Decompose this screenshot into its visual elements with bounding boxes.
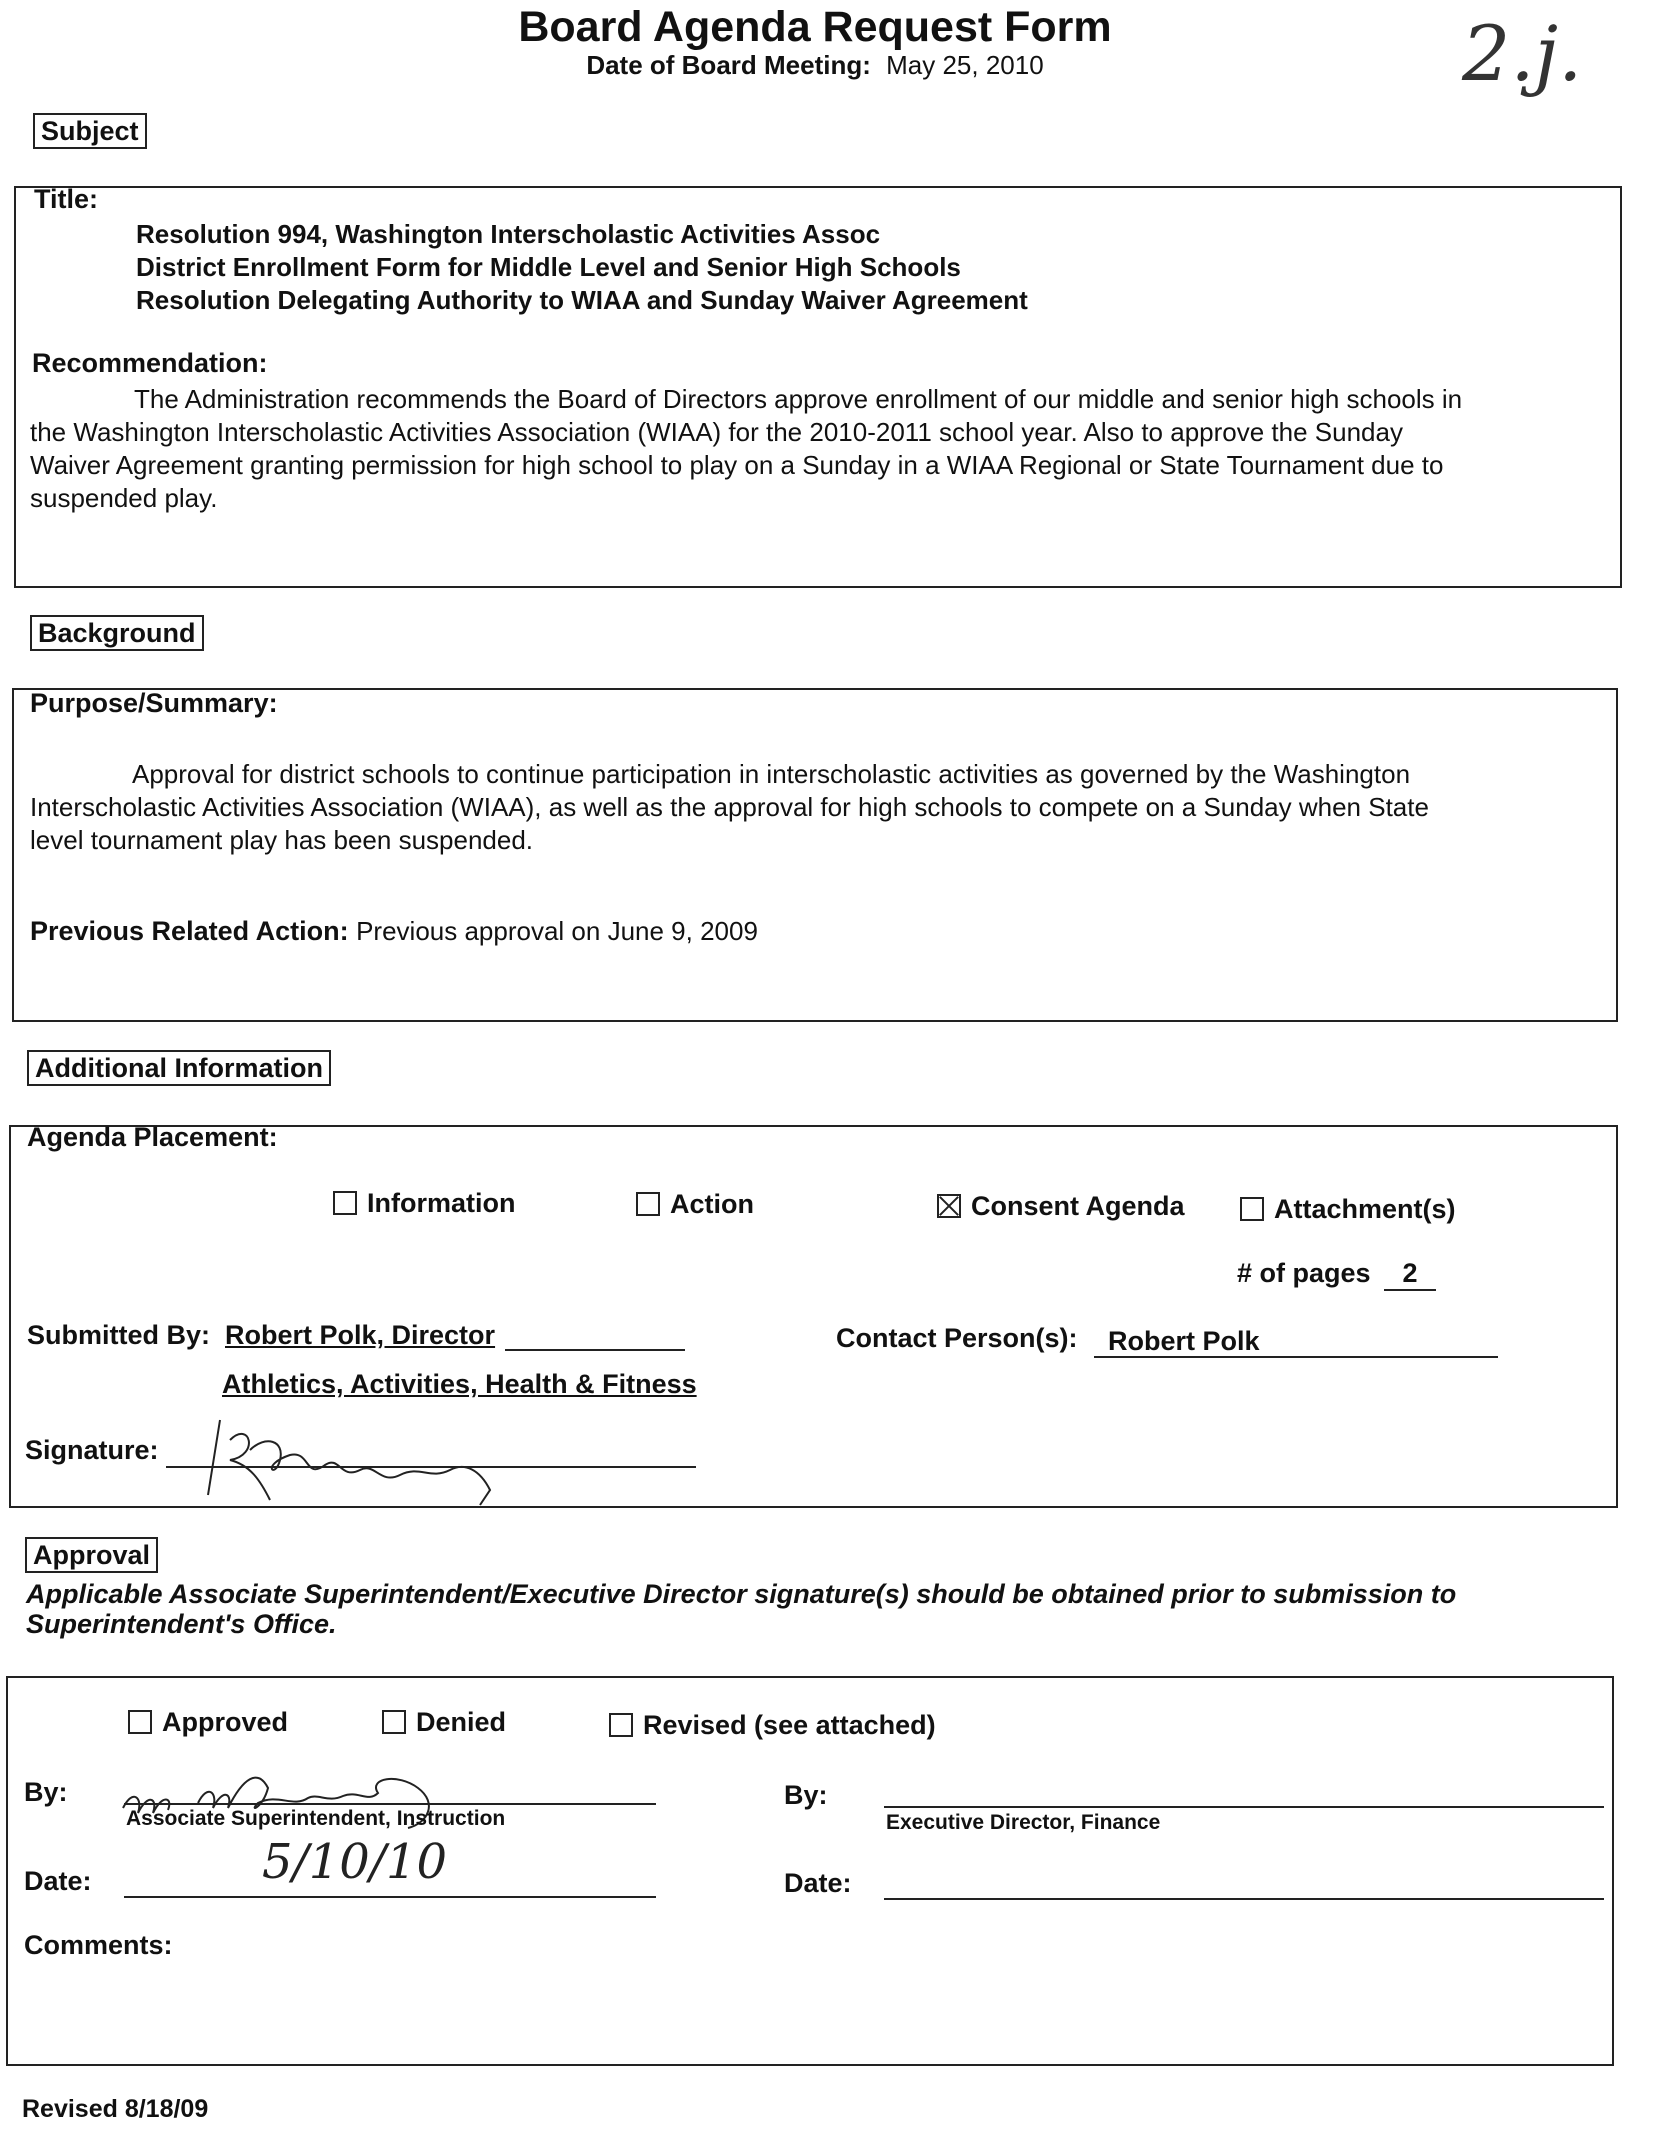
by-line-right — [884, 1806, 1604, 1808]
checkbox-revised[interactable] — [609, 1713, 633, 1737]
purpose-label: Purpose/Summary: — [30, 688, 278, 718]
instructions-line: Applicable Associate Superintendent/Executive Director signature(s) should be obtained prior to submission to — [26, 1579, 1457, 1609]
previous-action-label: Previous Related Action: — [30, 916, 349, 946]
contact-person-label: Contact Person(s): — [836, 1323, 1078, 1353]
submitted-by-name[interactable]: Robert Polk, Director — [225, 1320, 496, 1350]
submitted-by-department: Athletics, Activities, Health & Fitness — [222, 1369, 697, 1399]
section-tag-background: Background — [30, 615, 204, 651]
purpose-line: Interscholastic Activities Association (WIAA), as well as the approval for high schools to compete on a Sunday when State — [30, 792, 1429, 822]
option-information[interactable] — [333, 1188, 516, 1219]
recommendation-label: Recommendation: — [32, 348, 268, 378]
pages-label: # of pages — [1237, 1258, 1371, 1288]
left-approver-role: Associate Superintendent, Instruction — [126, 1807, 506, 1830]
option-consent-agenda-label: Consent Agenda — [971, 1191, 1185, 1221]
title-lines — [136, 218, 1028, 317]
pages-count — [1237, 1258, 1436, 1291]
checkbox-action[interactable] — [636, 1192, 660, 1216]
revision-note: Revised 8/18/09 — [22, 2095, 209, 2123]
comments-label: Comments: — [24, 1930, 173, 1960]
meeting-date-line — [0, 50, 1630, 81]
recommendation-line: Waiver Agreement granting permission for high school to play on a Sunday in a WIAA Regional or State Tournament due to — [30, 450, 1444, 480]
title-line: Resolution 994, Washington Interscholastic Activities Assoc — [136, 219, 881, 249]
option-attachments[interactable] — [1240, 1194, 1456, 1225]
option-information-label: Information — [367, 1188, 516, 1218]
checkbox-approved[interactable] — [128, 1710, 152, 1734]
purpose-line: level tournament play has been suspended. — [30, 825, 534, 855]
recommendation-text — [30, 383, 1620, 515]
right-approver-role: Executive Director, Finance — [886, 1811, 1161, 1834]
approval-instructions — [26, 1579, 1456, 1639]
checkbox-attachments[interactable] — [1240, 1197, 1264, 1221]
date-label-right: Date: — [784, 1868, 852, 1898]
recommendation-line: The Administration recommends the Board of Directors approve enrollment of our middle and senior high schools in — [134, 384, 1463, 414]
by-label-left: By: — [24, 1777, 68, 1807]
option-approved-label: Approved — [162, 1707, 289, 1737]
purpose-line: Approval for district schools to continue participation in interscholastic activities as governed by the Washington — [132, 759, 1411, 789]
option-action-label: Action — [670, 1189, 754, 1219]
instructions-line: Superintendent's Office. — [26, 1609, 337, 1639]
signature-scribble — [190, 1400, 520, 1510]
checkbox-consent-agenda[interactable] — [937, 1194, 961, 1218]
checkbox-information[interactable] — [333, 1191, 357, 1215]
signature-label: Signature: — [25, 1435, 159, 1465]
option-denied-label: Denied — [416, 1707, 507, 1737]
title-label: Title: — [34, 184, 99, 214]
checkbox-denied[interactable] — [382, 1710, 406, 1734]
by-line-left — [124, 1803, 656, 1805]
corner-note: 2.j. — [1462, 9, 1583, 98]
title-line: Resolution Delegating Authority to WIAA and Sunday Waiver Agreement — [136, 285, 1028, 315]
option-action[interactable] — [636, 1189, 754, 1220]
by-label-right: By: — [784, 1780, 828, 1810]
section-tag-additional-information: Additional Information — [27, 1050, 331, 1086]
form-title: Board Agenda Request Form — [518, 3, 1112, 51]
agenda-placement-label: Agenda Placement: — [27, 1122, 278, 1152]
option-denied[interactable] — [382, 1707, 506, 1738]
date-line-left — [124, 1896, 656, 1898]
date-label-left: Date: — [24, 1866, 92, 1896]
submitted-by-line — [505, 1349, 685, 1351]
option-consent-agenda[interactable] — [937, 1191, 1185, 1222]
option-attachments-label: Attachment(s) — [1274, 1194, 1456, 1224]
purpose-text — [30, 758, 1615, 857]
option-revised[interactable] — [609, 1710, 936, 1741]
date-line-right — [884, 1898, 1604, 1900]
recommendation-line: the Washington Interscholastic Activities Association (WIAA) for the 2010-2011 school year. Also to approve the Sunday — [30, 417, 1403, 447]
left-date-value[interactable]: 5/10/10 — [262, 1834, 448, 1890]
section-tag-subject: Subject — [33, 113, 147, 149]
contact-person-value[interactable]: Robert Polk — [1094, 1326, 1498, 1358]
option-approved[interactable] — [128, 1707, 288, 1738]
recommendation-line: suspended play. — [30, 483, 218, 513]
submitter-signature — [190, 1400, 520, 1514]
previous-action — [30, 916, 758, 947]
section-tag-approval: Approval — [25, 1537, 158, 1573]
meeting-date-value: May 25, 2010 — [886, 50, 1044, 80]
meeting-date-label: Date of Board Meeting: — [586, 50, 871, 80]
submitted-by-label: Submitted By: — [27, 1320, 211, 1350]
title-line: District Enrollment Form for Middle Level and Senior High Schools — [136, 252, 961, 282]
option-revised-label: Revised (see attached) — [643, 1710, 936, 1740]
previous-action-value: Previous approval on June 9, 2009 — [356, 916, 758, 946]
pages-value[interactable]: 2 — [1384, 1258, 1436, 1291]
